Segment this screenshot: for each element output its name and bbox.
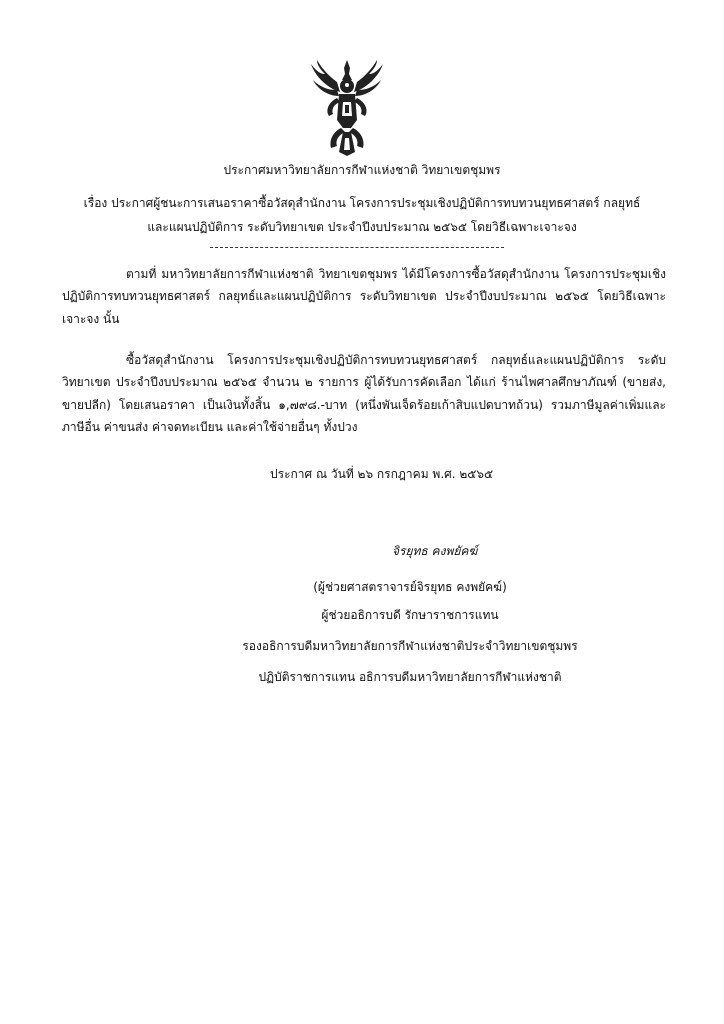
subject-line: เรื่อง ประกาศผู้ชนะการเสนอราคาซื้อวัสดุสำนักงาน โครงการประชุมเชิงปฏิบัติการทบทวนยุทธศาสตร์ กลยุทธ์ (83, 196, 641, 210)
signer-position-2: รองอธิการบดีมหาวิทยาลัยการกีฬาแห่งชาติประจำวิทยาเขตชุมพร (242, 639, 578, 653)
paragraph-project-text: ตามที่ มหาวิทยาลัยการกีฬาแห่งชาติ วิทยาเขตชุมพร ได้มีโครงการซื้อวัสดุสำนักงาน โครงการประชุมเชิงปฏิบัติการทบทวนยุทธศาสตร์ กลยุทธ์และแผนปฏิบัติการ ระดับวิทยาเขต ประจำปีงบประมาณ ๒๕๖๕ โดยวิธีเฉพาะเจาะจง นั้น (62, 267, 666, 326)
signer-name: (ผู้ช่วยศาสตราจารย์จิรยุทธ คงพยัคฆ์) (313, 580, 507, 594)
paragraph-project (62, 263, 666, 330)
signer-position-1: ผู้ช่วยอธิการบดี รักษาราชการแทน (321, 608, 499, 622)
garuda-emblem-icon (307, 58, 387, 158)
paragraph-winner (62, 349, 666, 438)
subject-line-continued: และแผนปฏิบัติการ ระดับวิทยาเขต ประจำปีงบประมาณ ๒๕๖๕ โดยวิธีเฉพาะเจาะจง (147, 220, 577, 234)
announcement-title: ประกาศมหาวิทยาลัยการกีฬาแห่งชาติ วิทยาเขตชุมพร (223, 163, 501, 177)
handwritten-signature: จิรยุทธ คงพยัคฆ์ (392, 544, 478, 558)
announcement-date: ประกาศ ณ วันที่ ๒๖ กรกฎาคม พ.ศ. ๒๕๖๕ (270, 467, 494, 481)
signer-position-3: ปฏิบัติราชการแทน อธิการบดีมหาวิทยาลัยการกีฬาแห่งชาติ (258, 670, 562, 684)
paragraph-winner-text: ซื้อวัสดุสำนักงาน โครงการประชุมเชิงปฏิบัติการทบทวนยุทธศาสตร์ กลยุทธ์และแผนปฏิบัติการ ระดับวิทยาเขต ประจำปีงบประมาณ ๒๕๖๕ จำนวน ๒ รายการ ผู้ได้รับการคัดเลือก ได้แก่ ร้านไพศาลศึกษาภัณฑ์ (ขายส่ง, ขายปลีก) โดยเสนอราคา เป็นเงินทั้งสิ้น ๑,๗๙๘.-บาท (หนึ่งพันเจ็ดร้อยเก้าสิบแปดบาทถ้วน) รวมภาษีมูลค่าเพิ่มและภาษีอื่น ค่าขนส่ง ค่าจดทะเบียน และค่าใช้จ่ายอื่นๆ ทั้งปวง (62, 353, 666, 434)
title-divider (210, 247, 504, 248)
